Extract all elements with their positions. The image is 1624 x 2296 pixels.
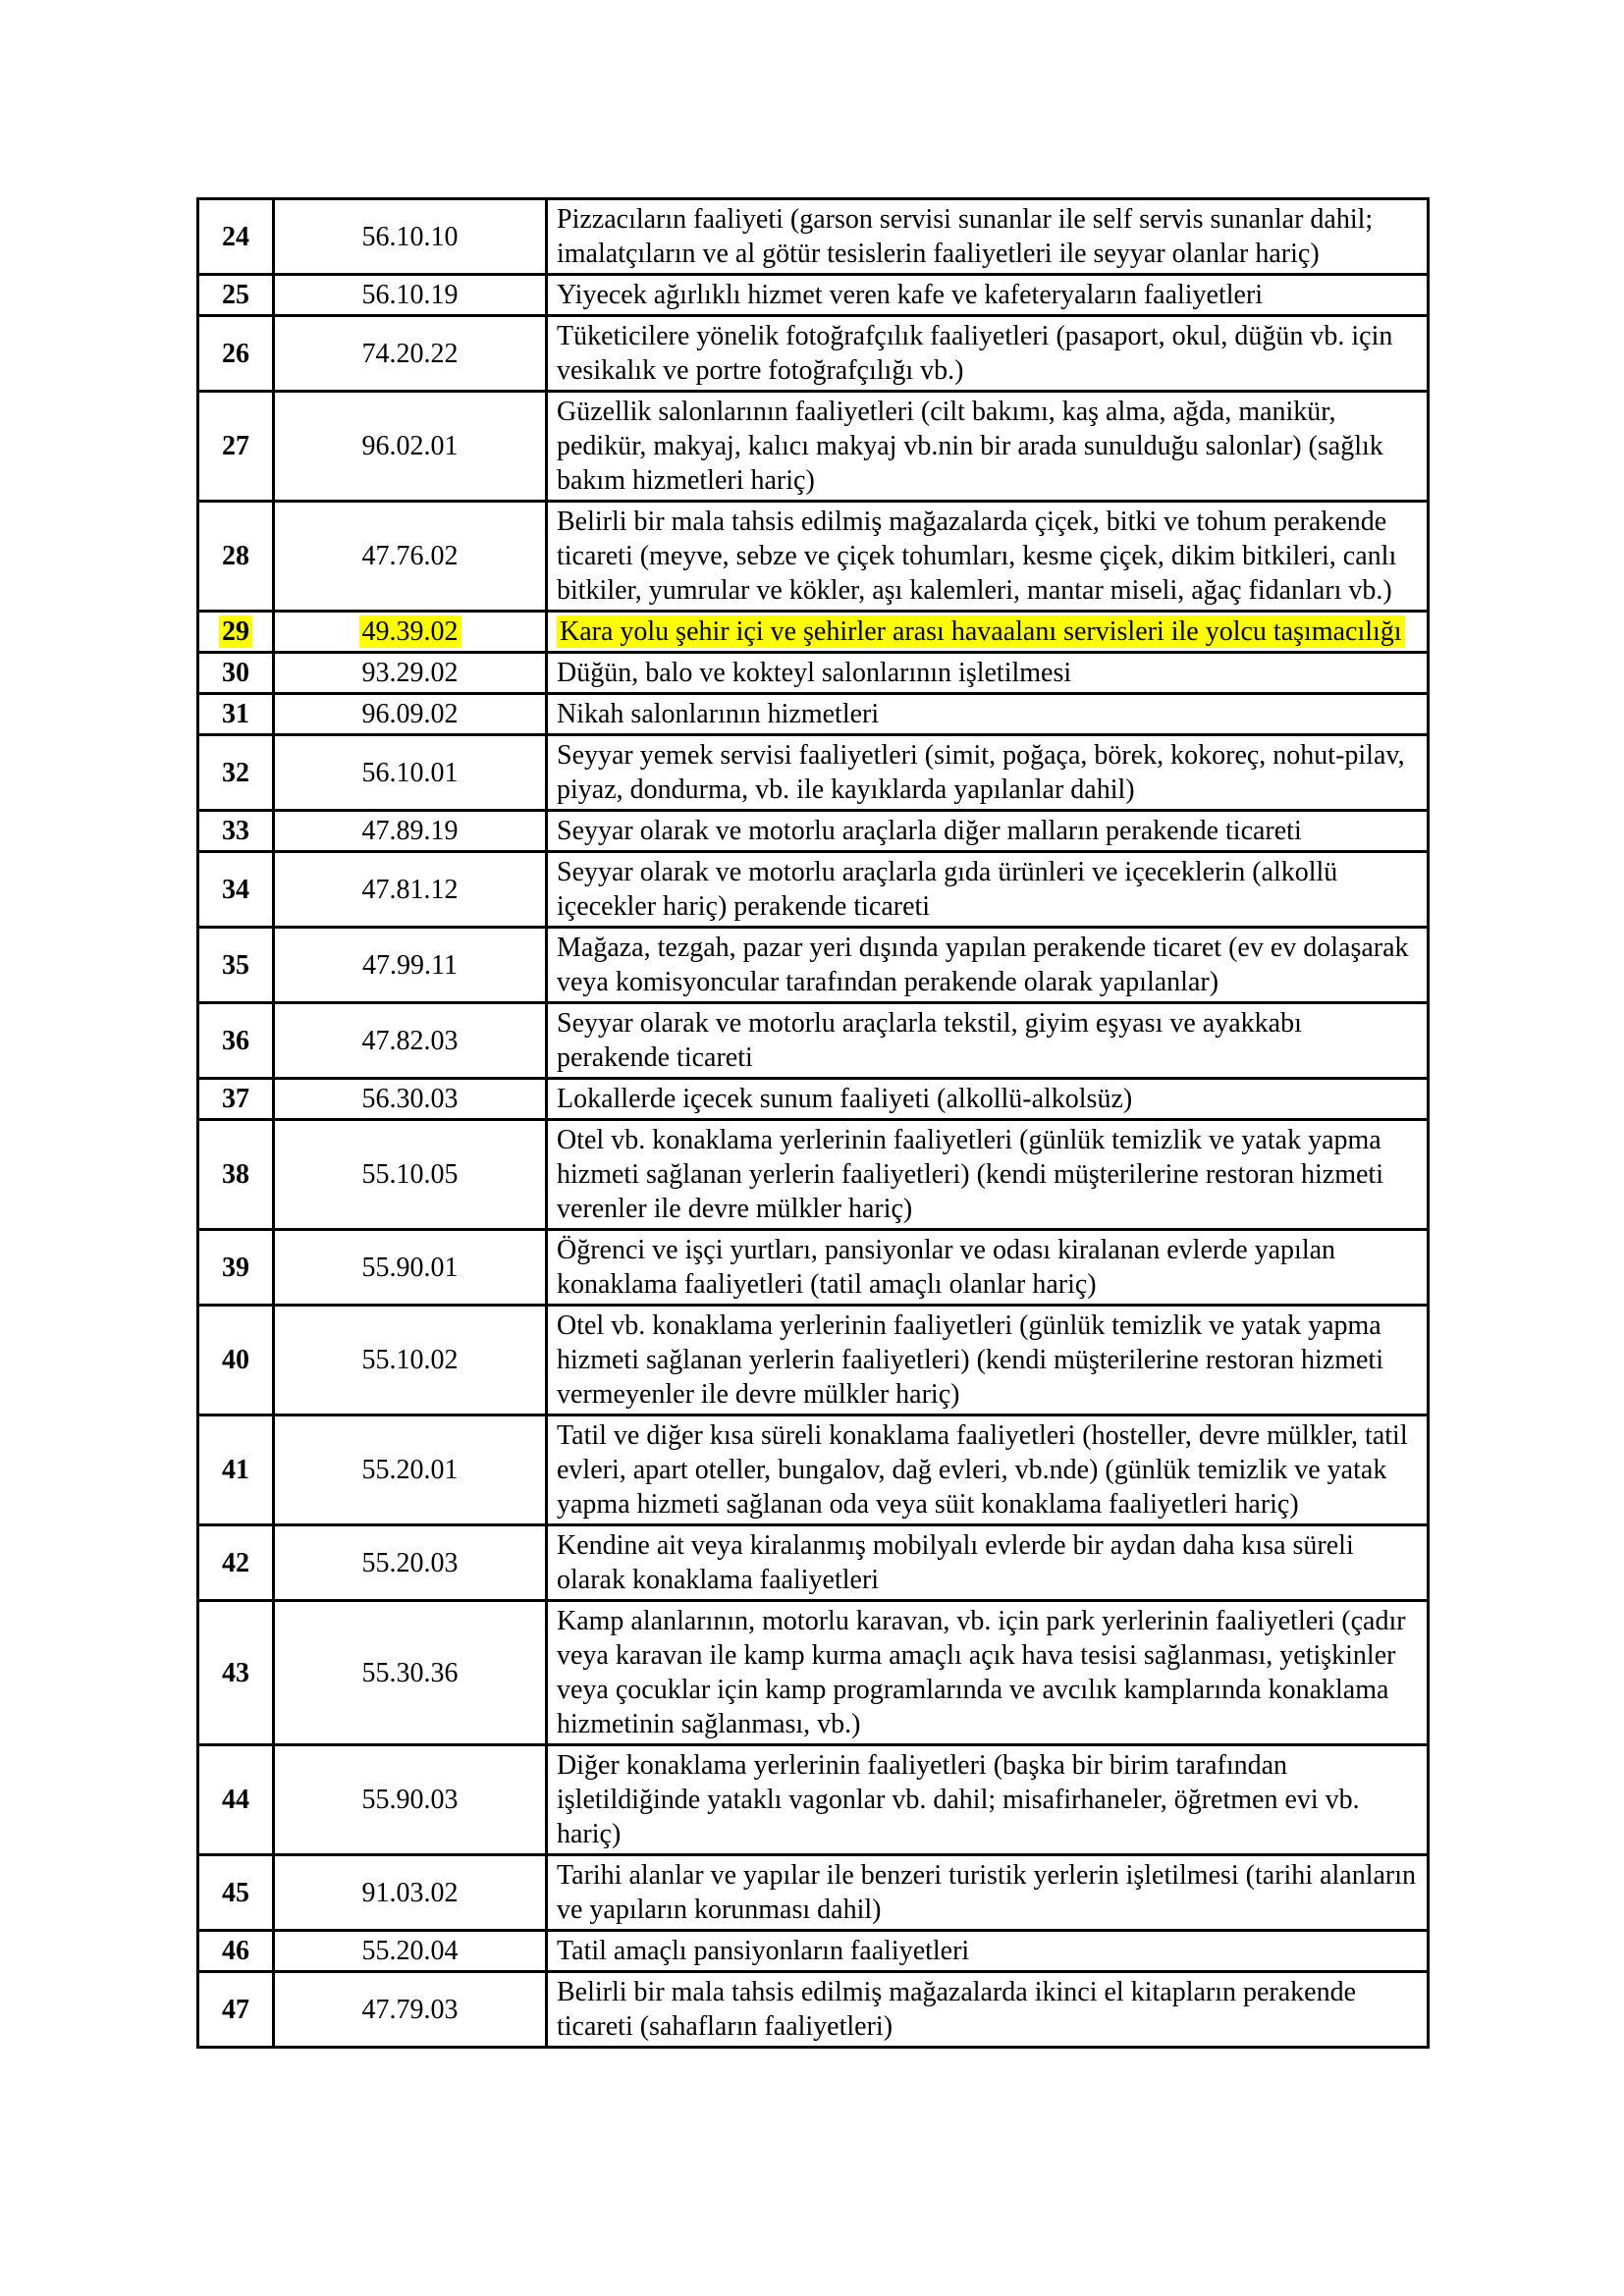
code-cell-text: 55.90.03	[361, 1785, 459, 1815]
code-cell-text: 55.30.36	[361, 1657, 459, 1688]
code-cell-text: 74.20.22	[361, 338, 459, 369]
code-cell	[274, 1931, 547, 1972]
description-cell-text: Tatil ve diğer kısa süreli konaklama faaliyetleri (hosteller, devre mülkler, tatil evleri, apart oteller, bungalov, dağ evleri, vb.nde) (günlük temizlik ve yatak yapma hizmeti sağlanan oda veya süit konaklama faaliyetleri hariç)	[557, 1420, 1408, 1520]
row-number-cell	[198, 502, 274, 612]
code-cell-text: 56.10.01	[361, 757, 459, 788]
description-cell	[547, 852, 1429, 928]
code-cell	[274, 1601, 547, 1745]
code-cell	[274, 316, 547, 392]
table-row	[198, 1931, 1429, 1972]
row-number-cell-text: 33	[222, 816, 249, 846]
description-cell	[547, 612, 1429, 653]
table-row	[198, 1855, 1429, 1931]
description-cell	[547, 1120, 1429, 1230]
row-number-cell	[198, 392, 274, 502]
code-cell-text: 55.20.01	[361, 1455, 459, 1485]
row-number-cell-text: 45	[222, 1877, 249, 1908]
row-number-cell-text: 31	[222, 699, 249, 729]
code-cell-text: 47.99.11	[362, 949, 458, 981]
row-number-cell	[198, 1601, 274, 1745]
code-cell	[274, 1079, 547, 1120]
row-number-cell	[198, 852, 274, 928]
table-row	[198, 1525, 1429, 1601]
description-cell-text: Güzellik salonlarının faaliyetleri (cilt bakımı, kaş alma, ağda, manikür, pedikür, makyaj, kalıcı makyaj vb.nin bir arada sunulduğu salonlar) (sağlık bakım hizmetleri hariç)	[557, 397, 1383, 496]
description-cell-text: Tüketicilere yönelik fotoğrafçılık faaliyetleri (pasaport, okul, düğün vb. için vesikalık ve portre fotoğrafçılığı vb.)	[557, 321, 1393, 386]
description-cell-text: Düğün, balo ve kokteyl salonlarının işletilmesi	[557, 658, 1072, 688]
table-row	[198, 1003, 1429, 1079]
description-cell-text: Pizzacıların faaliyeti (garson servisi sunanlar ile self servis sunanlar dahil; imalatçıların ve al götür tesislerin faaliyetleri ile seyyar olanlar hariç)	[557, 204, 1374, 269]
description-cell-text: Diğer konaklama yerlerinin faaliyetleri (başka bir birim tarafından işletildiğinde yataklı vagonlar vb. dahil; misafirhaneler, öğretmen evi vb. hariç)	[557, 1750, 1360, 1849]
row-number-cell-text: 25	[222, 280, 249, 310]
description-cell	[547, 1525, 1429, 1601]
row-number-cell-text: 37	[222, 1084, 249, 1114]
row-number-cell-text: 46	[222, 1936, 249, 1966]
description-cell	[547, 928, 1429, 1003]
row-number-cell	[198, 1745, 274, 1855]
row-number-cell	[198, 1003, 274, 1079]
row-number-cell	[198, 275, 274, 316]
row-number-cell	[198, 612, 274, 653]
code-cell-text: 56.10.19	[361, 280, 459, 310]
code-cell	[274, 1745, 547, 1855]
code-cell-text: 47.76.02	[361, 541, 459, 571]
code-cell-text: 47.81.12	[361, 874, 459, 905]
row-number-cell-text: 34	[222, 874, 249, 905]
code-cell	[274, 1972, 547, 2048]
code-cell	[274, 811, 547, 852]
description-cell-text: Belirli bir mala tahsis edilmiş mağazalarda ikinci el kitapların perakende ticareti (sahafların faaliyetleri)	[557, 1977, 1357, 2042]
description-cell-text: Kamp alanlarının, motorlu karavan, vb. için park yerlerinin faaliyetleri (çadır veya karavan ile kamp kurma amaçlı açık hava tesisi sağlanması, yetişkinler veya çocuklar için kamp programlarında ve avcılık kamplarında konaklama hizmetinin sağlanması, vb.)	[557, 1606, 1406, 1739]
description-cell-text: Nikah salonlarının hizmetleri	[557, 699, 880, 729]
code-cell	[274, 694, 547, 735]
description-cell-text: Seyyar olarak ve motorlu araçlarla tekstil, giyim eşyası ve ayakkabı perakende ticareti	[557, 1008, 1302, 1073]
table-row	[198, 612, 1429, 653]
code-cell	[274, 1230, 547, 1306]
code-cell	[274, 1415, 547, 1525]
table-row	[198, 199, 1429, 275]
code-cell-text: 96.09.02	[361, 699, 459, 729]
table-row	[198, 1415, 1429, 1525]
row-number-cell-text: 35	[222, 949, 249, 981]
activity-codes-table-body	[198, 199, 1429, 2048]
table-row	[198, 392, 1429, 502]
description-cell-text: Seyyar olarak ve motorlu araçlarla diğer malların perakende ticareti	[557, 816, 1302, 846]
code-cell-text: 55.20.04	[361, 1936, 459, 1966]
description-cell	[547, 653, 1429, 694]
row-number-cell-text: 36	[222, 1025, 249, 1056]
row-number-cell	[198, 653, 274, 694]
table-row	[198, 811, 1429, 852]
code-cell	[274, 735, 547, 811]
row-number-cell-text: 42	[222, 1547, 249, 1578]
description-cell-text: Seyyar yemek servisi faaliyetleri (simit, poğaça, börek, kokoreç, nohut-pilav, piyaz, dondurma, vb. ile kayıklarda yapılanlar dahil)	[557, 740, 1405, 805]
description-cell	[547, 1745, 1429, 1855]
table-row	[198, 316, 1429, 392]
code-cell	[274, 852, 547, 928]
table-row	[198, 502, 1429, 612]
row-number-cell-text: 28	[222, 541, 249, 571]
row-number-cell-text: 44	[222, 1785, 249, 1815]
row-number-cell	[198, 735, 274, 811]
table-row	[198, 694, 1429, 735]
description-cell	[547, 1415, 1429, 1525]
code-cell-text: 56.30.03	[361, 1084, 459, 1114]
table-row	[198, 1745, 1429, 1855]
description-cell-text: Yiyecek ağırlıklı hizmet veren kafe ve kafeteryaların faaliyetleri	[557, 280, 1264, 310]
row-number-cell-text: 39	[222, 1252, 249, 1283]
code-cell	[274, 1306, 547, 1415]
table-row	[198, 1972, 1429, 2048]
row-number-cell	[198, 694, 274, 735]
code-cell-text: 93.29.02	[361, 658, 459, 688]
description-cell	[547, 1931, 1429, 1972]
row-number-cell	[198, 1079, 274, 1120]
document-page	[196, 197, 1430, 2049]
description-cell-text: Otel vb. konaklama yerlerinin faaliyetleri (günlük temizlik ve yatak yapma hizmeti sağlanan yerlerin faaliyetleri) (kendi müşterilerine restoran hizmeti vermeyenler ile devre mülkler hariç)	[557, 1310, 1383, 1410]
description-cell-text: Kendine ait veya kiralanmış mobilyalı evlerde bir aydan daha kısa süreli olarak konaklama faaliyetleri	[557, 1530, 1354, 1595]
row-number-cell	[198, 1855, 274, 1931]
table-row	[198, 1079, 1429, 1120]
row-number-cell	[198, 811, 274, 852]
row-number-cell	[198, 1525, 274, 1601]
table-row	[198, 1120, 1429, 1230]
row-number-cell-text: 38	[222, 1159, 249, 1190]
description-cell	[547, 1230, 1429, 1306]
row-number-cell	[198, 199, 274, 275]
code-cell-text: 55.20.03	[361, 1547, 459, 1578]
description-cell-text: Otel vb. konaklama yerlerinin faaliyetleri (günlük temizlik ve yatak yapma hizmeti sağlanan yerlerin faaliyetleri) (kendi müşterilerine restoran hizmeti verenler ile devre mülkler hariç)	[557, 1125, 1383, 1224]
code-cell-text: 47.82.03	[361, 1025, 459, 1056]
description-cell	[547, 502, 1429, 612]
table-row	[198, 852, 1429, 928]
code-cell-text: 55.10.05	[361, 1159, 459, 1190]
row-number-cell	[198, 1972, 274, 2048]
table-row	[198, 1306, 1429, 1415]
description-cell	[547, 1079, 1429, 1120]
description-cell-text: Belirli bir mala tahsis edilmiş mağazalarda çiçek, bitki ve tohum perakende ticareti (meyve, sebze ve çiçek tohumları, kesme çiçek, dikim bitkileri, canlı bitkiler, yumrular ve kökler, aşı kalemleri, mantar miseli, ağaç fidanları vb.)	[557, 507, 1397, 606]
description-cell-text: Tatil amaçlı pansiyonların faaliyetleri	[557, 1936, 970, 1966]
code-cell	[274, 928, 547, 1003]
description-cell	[547, 1972, 1429, 2048]
row-number-cell-text: 43	[222, 1657, 249, 1688]
activity-codes-table	[196, 197, 1430, 2049]
row-number-cell-text: 41	[222, 1455, 249, 1485]
row-number-cell	[198, 1931, 274, 1972]
description-cell	[547, 392, 1429, 502]
code-cell	[274, 1855, 547, 1931]
table-row	[198, 928, 1429, 1003]
code-cell	[274, 653, 547, 694]
row-number-cell-text: 27	[222, 431, 249, 461]
description-cell-text: Lokallerde içecek sunum faaliyeti (alkollü-alkolsüz)	[557, 1084, 1133, 1114]
description-cell	[547, 1855, 1429, 1931]
table-row	[198, 1230, 1429, 1306]
description-cell	[547, 694, 1429, 735]
highlight: Kara yolu şehir içi ve şehirler arası havaalanı servisleri ile yolcu taşımacılığı	[557, 615, 1405, 648]
table-row	[198, 1601, 1429, 1745]
description-cell	[547, 316, 1429, 392]
description-cell	[547, 1306, 1429, 1415]
row-number-cell	[198, 1120, 274, 1230]
row-number-cell-text: 26	[222, 338, 249, 369]
highlight: 49.39.02	[359, 615, 461, 648]
row-number-cell-text: 24	[222, 221, 249, 252]
code-cell	[274, 612, 547, 653]
description-cell	[547, 811, 1429, 852]
code-cell	[274, 1003, 547, 1079]
code-cell-text: 55.10.02	[361, 1345, 459, 1375]
row-number-cell-text: 32	[222, 757, 249, 788]
description-cell-text: Öğrenci ve işçi yurtları, pansiyonlar ve odası kiralanan evlerde yapılan konaklama faaliyetleri (tatil amaçlı olanlar hariç)	[557, 1235, 1336, 1300]
row-number-cell-text: 30	[222, 658, 249, 688]
table-row	[198, 735, 1429, 811]
description-cell	[547, 275, 1429, 316]
description-cell-text: Tarihi alanlar ve yapılar ile benzeri turistik yerlerin işletilmesi (tarihi alanların ve yapıların korunması dahil)	[557, 1860, 1417, 1925]
code-cell-text: 96.02.01	[361, 431, 459, 461]
code-cell-text: 55.90.01	[361, 1252, 459, 1283]
highlight: 29	[219, 615, 252, 648]
code-cell	[274, 502, 547, 612]
description-cell	[547, 735, 1429, 811]
table-row	[198, 275, 1429, 316]
code-cell	[274, 1525, 547, 1601]
row-number-cell-text: 47	[222, 1994, 249, 2025]
row-number-cell	[198, 1230, 274, 1306]
description-cell	[547, 1601, 1429, 1745]
code-cell-text: 47.79.03	[361, 1994, 459, 2025]
row-number-cell	[198, 1415, 274, 1525]
code-cell-text: 91.03.02	[361, 1877, 459, 1908]
code-cell	[274, 275, 547, 316]
row-number-cell-text: 40	[222, 1345, 249, 1375]
description-cell-text: Mağaza, tezgah, pazar yeri dışında yapılan perakende ticaret (ev ev dolaşarak veya komisyoncular tarafından perakende olarak yapılanlar)	[557, 933, 1409, 997]
code-cell-text: 47.89.19	[361, 816, 459, 846]
code-cell	[274, 199, 547, 275]
table-row	[198, 653, 1429, 694]
row-number-cell	[198, 928, 274, 1003]
code-cell	[274, 392, 547, 502]
row-number-cell	[198, 316, 274, 392]
code-cell-text: 56.10.10	[361, 221, 459, 252]
code-cell	[274, 1120, 547, 1230]
description-cell	[547, 199, 1429, 275]
description-cell	[547, 1003, 1429, 1079]
description-cell-text: Seyyar olarak ve motorlu araçlarla gıda ürünleri ve içeceklerin (alkollü içecekler hariç) perakende ticareti	[557, 857, 1338, 922]
row-number-cell	[198, 1306, 274, 1415]
